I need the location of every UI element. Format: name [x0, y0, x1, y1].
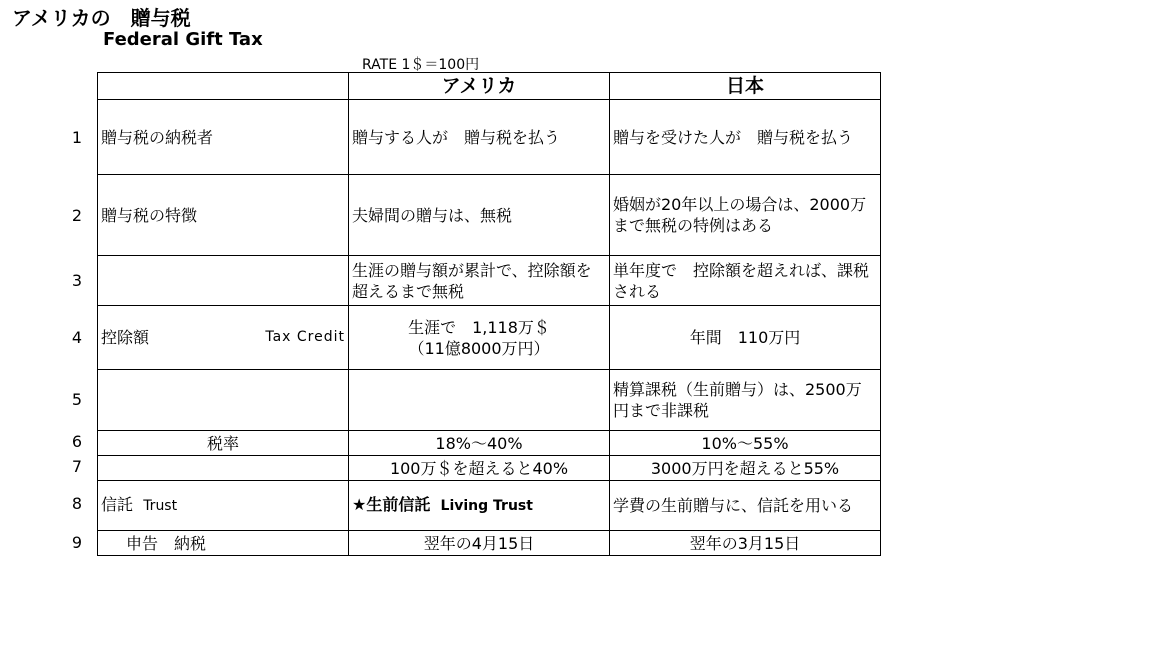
- living-trust-en: Living Trust: [440, 498, 533, 514]
- row-label: 贈与税の特徴: [98, 175, 349, 256]
- row-label: [98, 370, 349, 431]
- usa-cell: [349, 370, 610, 431]
- header-usa: アメリカ: [349, 73, 610, 100]
- row-label: [98, 306, 349, 370]
- row-number-8: 8: [71, 494, 83, 513]
- row-label: 税率: [98, 431, 349, 456]
- page-subtitle: Federal Gift Tax: [103, 29, 263, 50]
- row-number-2: 2: [71, 206, 83, 225]
- row-label: [98, 256, 349, 306]
- usa-cell: 贈与する人が 贈与税を払う: [349, 100, 610, 175]
- japan-cell: 精算課税（生前贈与）は、2500万円まで非課税: [610, 370, 881, 431]
- table-header-row: [98, 73, 881, 100]
- header-label-cell: [98, 73, 349, 100]
- japan-cell: 翌年の3月15日: [610, 531, 881, 556]
- table-row: [98, 481, 881, 531]
- usa-cell: 夫婦間の贈与は、無税: [349, 175, 610, 256]
- row-number-6: 6: [71, 432, 83, 451]
- row-number-5: 5: [71, 390, 83, 409]
- table-row: [98, 456, 881, 481]
- usa-cell: 生涯の贈与額が累計で、控除額を超えるまで無税: [349, 256, 610, 306]
- living-trust-label: ★生前信託: [352, 495, 431, 514]
- table-row: [98, 370, 881, 431]
- trust-label: 信託: [101, 495, 134, 514]
- usa-cell: 18%～40%: [349, 431, 610, 456]
- row-number-3: 3: [71, 271, 83, 290]
- row-number-7: 7: [71, 457, 83, 476]
- table-row: [98, 431, 881, 456]
- row-number-4: 4: [71, 328, 83, 347]
- page-title: アメリカの 贈与税: [12, 6, 191, 30]
- row-label: 申告 納税: [98, 531, 349, 556]
- japan-cell: 10%～55%: [610, 431, 881, 456]
- japan-cell: 単年度で 控除額を超えれば、課税される: [610, 256, 881, 306]
- trust-label-en: Trust: [143, 498, 178, 514]
- usa-cell: 翌年の4月15日: [349, 531, 610, 556]
- table-row: [98, 256, 881, 306]
- usa-cell: [349, 481, 610, 531]
- table-row: [98, 100, 881, 175]
- japan-cell: 婚姻が20年以上の場合は、2000万まで無税の特例はある: [610, 175, 881, 256]
- tax-credit-label: Tax Credit: [265, 329, 345, 345]
- usa-deduction-amount: 生涯で 1,118万＄: [408, 317, 550, 337]
- row-label: 贈与税の納税者: [98, 100, 349, 175]
- row-number-9: 9: [71, 533, 83, 552]
- deduction-label: 控除額: [101, 328, 150, 347]
- table-row: [98, 306, 881, 370]
- row-label: [98, 481, 349, 531]
- comparison-table: [97, 72, 881, 556]
- japan-cell: 3000万円を超えると55%: [610, 456, 881, 481]
- exchange-rate: RATE 1＄＝100円: [362, 57, 480, 73]
- japan-cell: 贈与を受けた人が 贈与税を払う: [610, 100, 881, 175]
- japan-cell: 年間 110万円: [610, 306, 881, 370]
- usa-cell: [349, 306, 610, 370]
- header-japan: 日本: [610, 73, 881, 100]
- row-number-1: 1: [71, 128, 83, 147]
- japan-cell: 学費の生前贈与に、信託を用いる: [610, 481, 881, 531]
- usa-cell: 100万＄を超えると40%: [349, 456, 610, 481]
- table-row: [98, 531, 881, 556]
- usa-deduction-yen: （11億8000万円）: [408, 338, 550, 358]
- table-row: [98, 175, 881, 256]
- row-label: [98, 456, 349, 481]
